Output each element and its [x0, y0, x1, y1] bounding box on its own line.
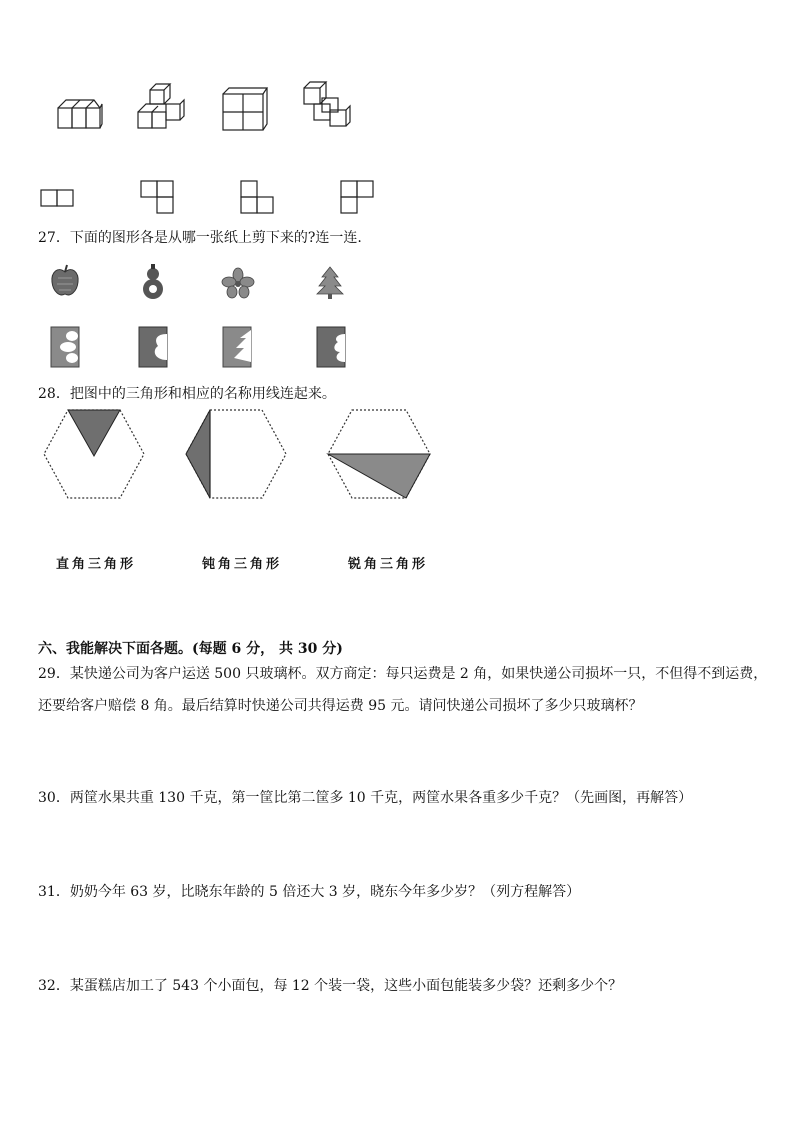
view-figure-1 [40, 188, 76, 208]
question-text: 某蛋糕店加工了 543 个小面包，每 12 个装一袋，这些小面包能装多少袋？还剩多少个？ [69, 978, 623, 994]
apple-icon [50, 264, 80, 298]
question-text: 奶奶今年 63 岁，比晓东年龄的 5 倍还大 3 岁，晓东今年多少岁？（列方程解答） [69, 884, 581, 900]
question-number: 29． [38, 666, 70, 682]
question-number: 30． [38, 790, 70, 806]
hexagon-figure-3 [326, 408, 432, 500]
view-figure-4 [340, 180, 376, 216]
question-text: 某快递公司为客户运送 500 只玻璃杯。双方商定：每只运费是 2 角，如果快递公司损坏一只，不但得不到运费， [69, 666, 768, 682]
view-figure-2 [140, 180, 176, 216]
hexagon-figure-1 [42, 408, 146, 500]
paper-cutout-1 [50, 326, 80, 368]
label-obtuse-triangle: 钝角三角形 [202, 557, 283, 572]
view-figure-3 [240, 180, 276, 216]
question-number: 32． [38, 978, 70, 994]
section-title: 六、我能解决下面各题。 [38, 641, 192, 657]
section-score: (每题 6 分， 共 30 分) [192, 641, 343, 657]
label-right-triangle: 直角三角形 [56, 557, 137, 572]
tree-icon [316, 266, 344, 300]
question-29 [38, 664, 767, 684]
question-32 [38, 976, 622, 996]
question-text: 把图中的三角形和相应的名称用线连起来。 [69, 386, 336, 402]
question-text: 两筐水果共重 130 千克，第一筐比第二筐多 10 千克，两筐水果各重多少千克？（先画图，再解答） [69, 790, 693, 806]
paper-cutout-4 [316, 326, 346, 368]
paper-cutout-3 [222, 326, 252, 368]
question-28 [38, 384, 336, 404]
cube-figure-3 [221, 86, 269, 132]
cube-figure-1 [56, 92, 106, 132]
cube-figure-2 [136, 82, 188, 134]
question-number: 31． [38, 884, 70, 900]
hexagon-figure-2 [184, 408, 288, 500]
label-acute-triangle: 锐角三角形 [348, 557, 429, 572]
paper-cutout-2 [138, 326, 168, 368]
cube-figure-4 [300, 78, 356, 134]
question-number: 28． [38, 386, 70, 402]
section-6-heading [38, 638, 343, 658]
flower-icon [222, 268, 254, 298]
question-29-line-2: 还要给客户赔偿 8 角。最后结算时快递公司共得运费 95 元。请问快递公司损坏了多少只玻璃杯？ [38, 698, 643, 714]
question-27 [38, 228, 362, 248]
question-number: 27． [38, 230, 70, 246]
question-30 [38, 788, 692, 808]
question-31 [38, 882, 580, 902]
question-text: 下面的图形各是从哪一张纸上剪下来的?连一连. [69, 230, 362, 246]
gourd-icon [138, 264, 168, 300]
